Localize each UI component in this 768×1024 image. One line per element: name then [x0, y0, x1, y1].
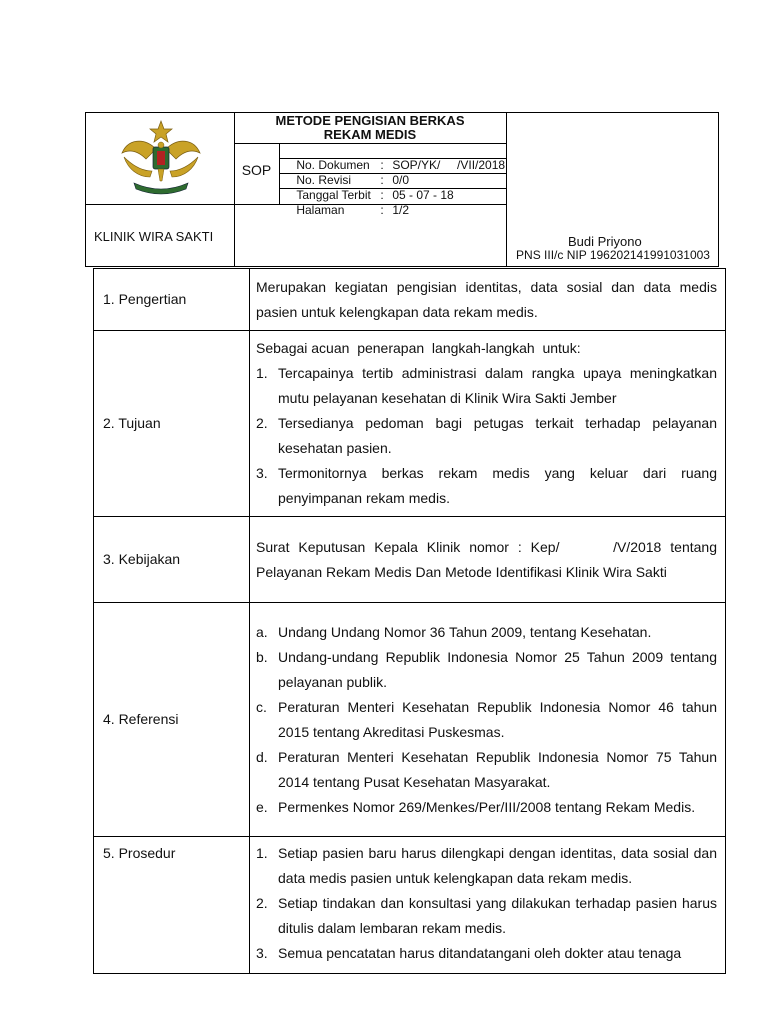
list-item: [256, 795, 717, 820]
referensi-content: [250, 603, 726, 837]
list-marker: 2.: [256, 415, 268, 431]
list-text: Peraturan Menteri Kesehatan Republik Indonesia Nomor 75 Tahun 2014 tentang Pusat Kesehatan Masyarakat.: [278, 748, 717, 790]
field-sep: :: [380, 203, 384, 217]
field-no-revisi: [283, 159, 410, 187]
list-marker: d.: [256, 748, 268, 765]
referensi-list: [256, 620, 717, 820]
list-text: Semua pencatatan harus ditandatangani oleh dokter atau tenaga: [278, 945, 682, 961]
list-text: Tersedianya pedoman bagi petugas terkait terhadap pelayanan kesehatan pasien.: [278, 415, 717, 456]
title-line-1: METODE PENGISIAN BERKAS: [275, 113, 465, 128]
prosedur-list: [256, 841, 717, 966]
field-label: Tanggal Terbit: [296, 188, 371, 202]
list-text: Peraturan Menteri Kesehatan Republik Indonesia Nomor 46 tahun 2015 tentang Akreditasi Puskesmas.: [278, 698, 717, 740]
list-marker: 1.: [256, 365, 268, 381]
list-text: Setiap pasien baru harus dilengkapi dengan identitas, data sosial dan data medis pasien untuk kelengkapan data rekam medis.: [278, 845, 717, 886]
list-marker: 3.: [256, 945, 268, 961]
field-label: No. Dokumen: [296, 158, 370, 172]
list-text: Setiap tindakan dan konsultasi yang dilakukan terhadap pasien harus ditulis dalam lembaran rekam medis.: [278, 895, 717, 936]
field-no-dokumen: [283, 144, 506, 172]
list-text: Undang Undang Nomor 36 Tahun 2009, tentang Kesehatan.: [278, 623, 652, 640]
list-marker: c.: [256, 698, 267, 715]
row-label: 1. Pengertian: [94, 269, 250, 331]
clinic-logo: [116, 119, 206, 197]
row-kebijakan: [94, 517, 726, 603]
signer-name: Budi Priyono: [568, 234, 642, 249]
field-value: 1/2: [392, 203, 410, 217]
sop-label: SOP: [241, 162, 272, 178]
pengertian-text: Merupakan kegiatan pengisian identitas, data sosial dan data medis pasien untuk kelengkapan data rekam medis.: [250, 269, 726, 331]
field-sep: :: [380, 158, 384, 172]
signer-id: PNS III/c NIP 196202141991031003: [516, 248, 710, 262]
row-label: 3. Kebijakan: [94, 517, 250, 603]
field-label: Halaman: [296, 203, 345, 217]
list-item: [256, 695, 717, 745]
field-value: SOP/YK/ /VII/2018: [392, 158, 506, 172]
list-marker: a.: [256, 623, 268, 640]
field-halaman: [283, 189, 410, 217]
row-referensi: [94, 603, 726, 837]
list-item: [256, 461, 717, 511]
row-label: 5. Prosedur: [94, 837, 250, 974]
list-item: [256, 891, 717, 941]
field-value: 0/0: [392, 173, 410, 187]
list-marker: 2.: [256, 895, 268, 911]
field-value: 05 - 07 - 18: [392, 188, 454, 202]
list-text: Permenkes Nomor 269/Menkes/Per/III/2008 tentang Rekam Medis.: [278, 798, 696, 815]
list-text: Tercapainya tertib administrasi dalam rangka upaya meningkatkan mutu pelayanan kesehatan di Klinik Wira Sakti Jember: [278, 365, 717, 406]
prosedur-content: [250, 837, 726, 974]
clinic-name: KLINIK WIRA SAKTI: [94, 229, 214, 244]
row-label: 2. Tujuan: [94, 331, 250, 517]
list-item: [256, 941, 717, 966]
title-line-2: REKAM MEDIS: [323, 127, 417, 142]
sop-content-table: [93, 268, 726, 974]
sop-header: [85, 112, 719, 267]
row-tujuan: [94, 331, 726, 517]
field-sep: :: [380, 173, 384, 187]
field-sep: :: [380, 188, 384, 202]
list-item: [256, 620, 717, 645]
list-item: [256, 645, 717, 695]
row-label: 4. Referensi: [94, 603, 250, 837]
document-title: [234, 114, 506, 142]
list-text: Undang-undang Republik Indonesia Nomor 25 Tahun 2009 tentang pelayanan publik.: [278, 648, 717, 690]
row-pengertian: [94, 269, 726, 331]
list-item: [256, 841, 717, 891]
list-marker: b.: [256, 648, 268, 665]
list-item: [256, 745, 717, 795]
field-tanggal-terbit: [283, 174, 454, 202]
row-prosedur: [94, 837, 726, 974]
tujuan-intro: Sebagai acuan penerapan langkah-langkah untuk:: [256, 340, 581, 356]
list-marker: e.: [256, 798, 268, 815]
kebijakan-text: Surat Keputusan Kepala Klinik nomor : Kep/ /V/2018 tentang Pelayanan Rekam Medis Dan Metode Identifikasi Klinik Wira Sakti: [250, 517, 726, 603]
tujuan-content: [250, 331, 726, 517]
list-item: [256, 361, 717, 411]
list-item: [256, 411, 717, 461]
list-marker: 3.: [256, 465, 268, 481]
list-marker: 1.: [256, 845, 268, 861]
list-text: Termonitornya berkas rekam medis yang keluar dari ruang penyimpanan rekam medis.: [278, 465, 717, 506]
tujuan-list: [256, 361, 717, 511]
field-label: No. Revisi: [296, 173, 352, 187]
